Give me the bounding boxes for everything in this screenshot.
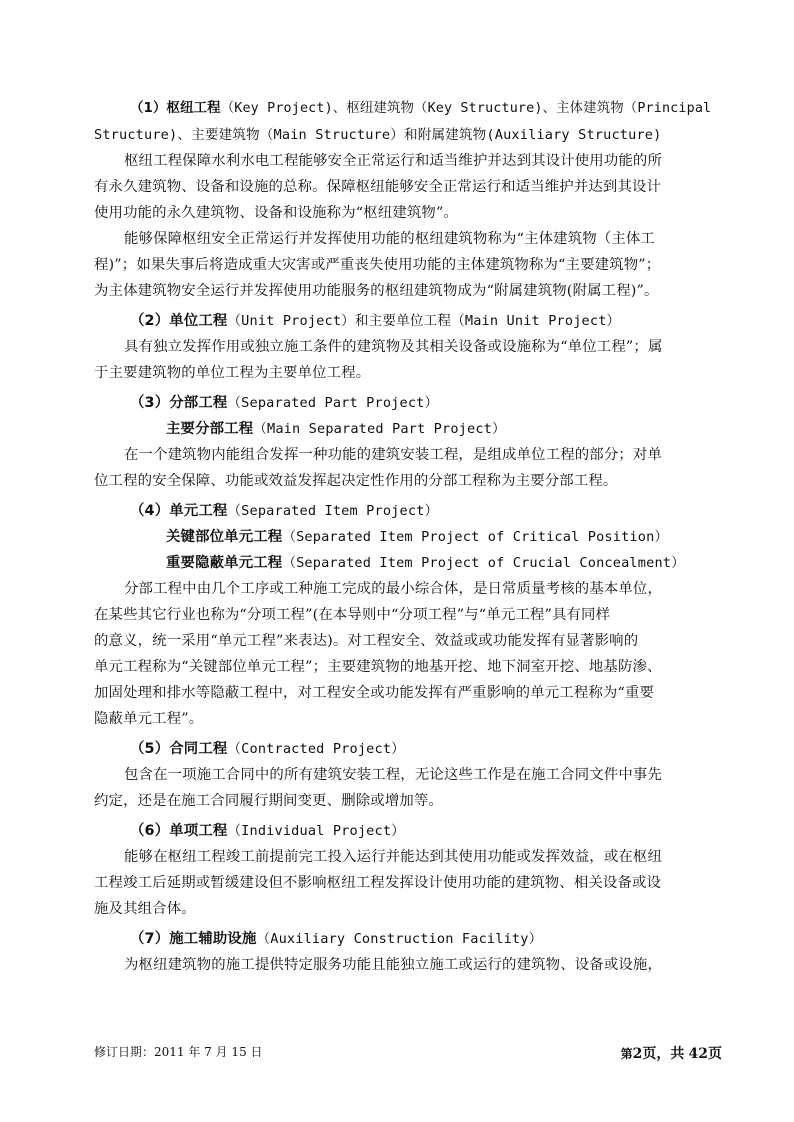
body-text-line: 加固处理和排水等隐蔽工程中，对工程安全或功能发挥有严重影响的单元工程称为“重要: [94, 685, 655, 701]
body-text-line: 的意义，统一采用“单元工程”来表达)。对工程安全、效益或或功能发挥有显著影响的: [94, 633, 639, 649]
page-prefix: 第: [620, 1047, 633, 1061]
body-text-line: 能够保障枢纽安全正常运行并发挥使用功能的枢纽建筑物称为“主体建筑物（主体工: [124, 231, 655, 247]
heading-term: （3）分部工程: [130, 395, 228, 411]
document-body: [94, 96, 722, 978]
heading-english: （Separated Item Project of Crucial Concealment）: [282, 555, 685, 571]
page-number: [621, 1043, 722, 1063]
body-text-line: 位工程的安全保障、功能或效益发挥起决定性作用的分部工程称为主要分部工程。: [94, 473, 618, 489]
body-text-line: 能够在枢纽工程竣工前提前完工投入运行并能达到其使用功能或发挥效益，或在枢纽: [124, 849, 663, 865]
body-text-line: 隐蔽单元工程”。: [94, 711, 204, 727]
section-heading: [94, 308, 722, 334]
body-text-line: 为枢纽建筑物的施工提供特定服务功能且能独立施工或运行的建筑物、设备或设施，: [124, 957, 663, 973]
heading-english: （Unit Project）和主要单位工程（Main Unit Project）: [227, 313, 621, 329]
section-heading: [94, 550, 722, 576]
heading-english: Structure)、主要建筑物（Main Structure）和附属建筑物(Auxiliary Structure): [94, 127, 662, 143]
page-total: 42页: [688, 1046, 722, 1062]
page-current: 2页: [632, 1046, 657, 1062]
heading-english: （Contracted Project）: [227, 741, 405, 757]
heading-term: 重要隐蔽单元工程: [166, 555, 283, 571]
body-text-line: 具有独立发挥作用或独立施工条件的建筑物及其相关设备或设施称为“单位工程”；属: [124, 339, 663, 355]
heading-english: （Auxiliary Construction Facility）: [256, 931, 543, 947]
body-text-line: 分部工程中由几个工序或工种施工完成的最小综合体，是日常质量考核的基本单位，: [124, 581, 663, 597]
body-text-line: 单元工程称为“关键部位单元工程”；主要建筑物的地基开挖、地下洞室开挖、地基防渗、: [94, 659, 662, 675]
heading-english: （Individual Project）: [227, 823, 405, 839]
body-text-line: 使用功能的永久建筑物、设备和设施称为“枢纽建筑物”。: [94, 205, 458, 221]
heading-term: （4）单元工程: [130, 503, 228, 519]
heading-term: 关键部位单元工程: [166, 529, 283, 545]
body-text-line: 工程竣工后延期或暂缓建设但不影响枢纽工程发挥设计使用功能的建筑物、相关设备或设: [94, 875, 662, 891]
heading-term: （2）单位工程: [130, 313, 228, 329]
heading-english: （Separated Item Project of Critical Position）: [282, 529, 669, 545]
section-heading: [94, 390, 722, 416]
heading-english: （Separated Part Project）: [227, 395, 439, 411]
body-text-line: 有永久建筑物、设备和设施的总称。保障枢纽能够安全正常运行和适当维护并达到其设计: [94, 179, 662, 195]
page-separator: ，共: [656, 1046, 685, 1062]
body-text-line: 包含在一项施工合同中的所有建筑安装工程，无论这些工作是在施工合同文件中事先: [124, 767, 663, 783]
body-text-line: 枢纽工程保障水利水电工程能够安全正常运行和适当维护并达到其设计使用功能的所: [124, 153, 663, 169]
section-heading: [94, 498, 722, 524]
body-text-line: 约定，还是在施工合同履行期间变更、删除或增加等。: [94, 793, 443, 809]
section-heading: [94, 524, 722, 550]
body-text-line: 在一个建筑物内能组合发挥一种功能的建筑安装工程，是组成单位工程的部分；对单: [124, 447, 663, 463]
heading-english: （Separated Item Project）: [227, 503, 439, 519]
heading-term: （7）施工辅助设施: [130, 931, 257, 947]
heading-term: （5）合同工程: [130, 741, 228, 757]
body-text-line: 在某些其它行业也称为“分项工程”(在本导则中“分项工程”与“单元工程”具有同样: [94, 607, 611, 623]
section-heading: [94, 416, 722, 442]
page-footer: [94, 1043, 722, 1063]
section-heading: [94, 818, 722, 844]
heading-term: （1）枢纽工程: [130, 101, 221, 116]
body-text-line: 于主要建筑物的单位工程为主要单位工程。: [94, 365, 371, 381]
heading-term: 主要分部工程: [166, 421, 254, 437]
body-text-line: 施及其组合体。: [94, 901, 196, 917]
section-heading: [94, 96, 722, 122]
heading-term: （6）单项工程: [130, 823, 228, 839]
heading-english: （Main Separated Part Project）: [253, 421, 506, 437]
body-text-line: 为主体建筑物安全运行并发挥使用功能服务的枢纽建筑物成为“附属建筑物(附属工程)”。: [94, 283, 659, 299]
heading-english: （Key Project)、枢纽建筑物（Key Structure)、主体建筑物（Principal: [220, 101, 712, 116]
body-text-line: 程)”；如果失事后将造成重大灾害或严重丧失使用功能的主体建筑物称为“主要建筑物”；: [94, 257, 661, 273]
section-heading: [94, 736, 722, 762]
section-heading: [94, 122, 722, 148]
section-heading: [94, 926, 722, 952]
revision-date: 修订日期：2011 年 7 月 15 日: [94, 1045, 263, 1059]
